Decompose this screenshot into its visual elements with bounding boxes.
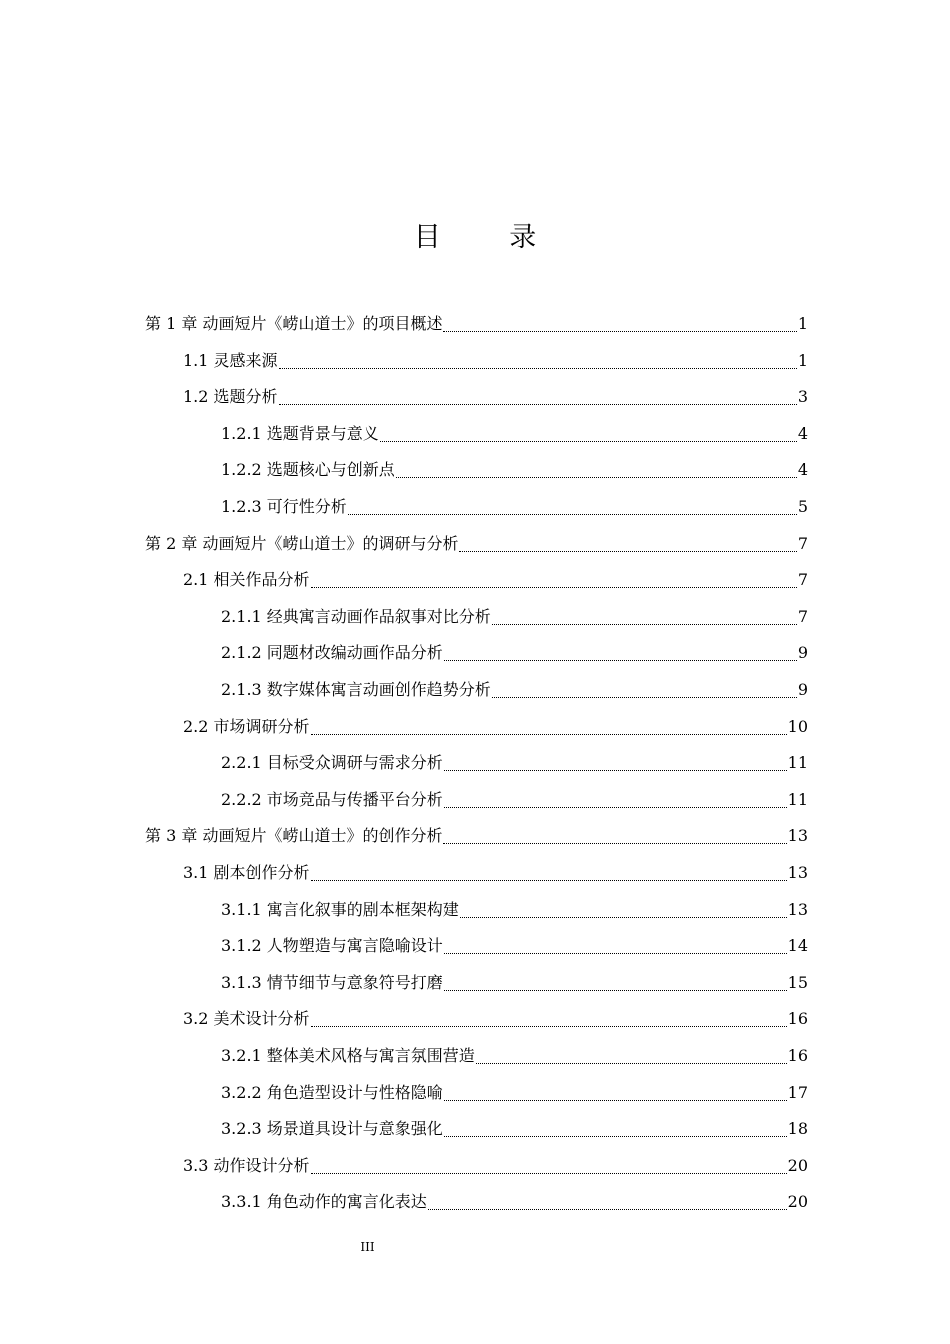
- toc-entry[interactable]: [183, 855, 808, 891]
- toc-entry[interactable]: [183, 379, 808, 415]
- toc-entry[interactable]: [221, 416, 808, 452]
- toc-entry-label: 1.1 灵感来源: [183, 350, 278, 370]
- toc-entry-page-number: 11: [787, 753, 808, 773]
- toc-entry-label: 2.1 相关作品分析: [183, 570, 310, 590]
- toc-entry[interactable]: [183, 1148, 808, 1184]
- toc-entry-label: 2.2.1 目标受众调研与需求分析: [221, 753, 443, 773]
- toc-entry[interactable]: [221, 452, 808, 488]
- toc-entry[interactable]: [183, 562, 808, 598]
- toc-entry-page-number: 7: [797, 533, 808, 553]
- toc-entry-page-number: 3: [797, 387, 808, 407]
- toc-entry-page-number: 18: [787, 1119, 808, 1139]
- toc-entry-page-number: 10: [787, 716, 808, 736]
- toc-dot-leader: [444, 940, 787, 964]
- toc-entry-label: 3.3.1 角色动作的寓言化表达: [221, 1192, 427, 1212]
- toc-entry-label: 2.2 市场调研分析: [183, 716, 310, 736]
- toc-entry-page-number: 7: [797, 606, 808, 626]
- toc-entry[interactable]: [221, 745, 808, 781]
- toc-entry-page-number: 11: [787, 789, 808, 809]
- toc-entry-page-number: 4: [797, 423, 808, 443]
- toc-dot-leader: [443, 318, 796, 342]
- toc-entry-label: 第 3 章 动画短片《崂山道士》的创作分析: [145, 826, 443, 846]
- toc-entry-page-number: 17: [787, 1082, 808, 1102]
- toc-entry-label: 1.2.3 可行性分析: [221, 497, 347, 516]
- toc-dot-leader: [279, 391, 797, 415]
- toc-dot-leader: [476, 1050, 787, 1074]
- toc-dot-leader: [311, 721, 787, 745]
- toc-entry-label: 3.2.3 场景道具设计与意象强化: [221, 1119, 443, 1139]
- toc-entry-page-number: 16: [787, 1009, 808, 1029]
- toc-dot-leader: [444, 1123, 787, 1147]
- toc-entry-page-number: 20: [787, 1155, 808, 1175]
- toc-dot-leader: [444, 977, 787, 1001]
- toc-entry[interactable]: [145, 818, 808, 854]
- toc-entry-label: 1.2 选题分析: [183, 387, 278, 407]
- toc-entry-label: 3.2 美术设计分析: [183, 1009, 310, 1029]
- toc-entry-label: 第 1 章 动画短片《崂山道士》的项目概述: [145, 314, 443, 333]
- toc-entry-label: 3.1.1 寓言化叙事的剧本框架构建: [221, 899, 459, 919]
- toc-dot-leader: [311, 574, 797, 598]
- toc-entry[interactable]: [221, 1184, 808, 1220]
- toc-entry-page-number: 20: [787, 1192, 808, 1212]
- toc-entry[interactable]: [183, 1001, 808, 1037]
- toc-entry-page-number: 13: [787, 863, 808, 882]
- toc-dot-leader: [311, 1160, 787, 1184]
- toc-entry-label: 3.1.2 人物塑造与寓言隐喻设计: [221, 936, 443, 956]
- toc-entry-page-number: 9: [797, 680, 808, 699]
- toc-dot-leader: [444, 757, 787, 781]
- toc-entry-label: 2.1.2 同题材改编动画作品分析: [221, 643, 443, 663]
- toc-entry-page-number: 14: [787, 936, 808, 956]
- toc-entry[interactable]: [183, 709, 808, 745]
- toc-dot-leader: [396, 464, 797, 488]
- toc-entry-label: 3.1 剧本创作分析: [183, 863, 310, 882]
- toc-entry-label: 2.2.2 市场竞品与传播平台分析: [221, 789, 443, 809]
- toc-entry-page-number: 16: [787, 1046, 808, 1065]
- toc-entry-page-number: 13: [787, 826, 808, 846]
- toc-dot-leader: [311, 1013, 787, 1037]
- toc-dot-leader: [279, 355, 797, 379]
- toc-dot-leader: [444, 647, 797, 671]
- toc-entry-label: 3.2.1 整体美术风格与寓言氛围营造: [221, 1046, 475, 1065]
- toc-entry-page-number: 5: [797, 497, 808, 516]
- toc-entry[interactable]: [221, 672, 808, 708]
- toc-entry[interactable]: [221, 635, 808, 671]
- toc-dot-leader: [443, 830, 786, 854]
- toc-entry[interactable]: [221, 489, 808, 525]
- toc-entry-label: 第 2 章 动画短片《崂山道士》的调研与分析: [145, 533, 459, 553]
- toc-entry[interactable]: [221, 782, 808, 818]
- toc-entry[interactable]: [145, 526, 808, 562]
- toc-entry[interactable]: [183, 343, 808, 379]
- toc-entry-page-number: 13: [787, 899, 808, 919]
- toc-dot-leader: [444, 794, 787, 818]
- toc-dot-leader: [459, 538, 796, 562]
- toc-entry-label: 3.1.3 情节细节与意象符号打磨: [221, 972, 443, 992]
- toc-entry-page-number: 4: [797, 460, 808, 480]
- toc-dot-leader: [380, 428, 797, 452]
- toc-entry-page-number: 15: [787, 972, 808, 992]
- toc-entry[interactable]: [221, 965, 808, 1001]
- page-title: 目 录: [413, 222, 567, 253]
- toc-entry-page-number: 1: [797, 314, 808, 333]
- toc-entry[interactable]: [221, 928, 808, 964]
- toc-dot-leader: [444, 1087, 787, 1111]
- toc-entry-label: 2.1.1 经典寓言动画作品叙事对比分析: [221, 606, 491, 626]
- toc-entry[interactable]: [145, 306, 808, 342]
- toc-dot-leader: [460, 904, 787, 928]
- toc-entry[interactable]: [221, 1075, 808, 1111]
- toc-entry-label: 2.1.3 数字媒体寓言动画创作趋势分析: [221, 680, 491, 699]
- toc-dot-leader: [492, 611, 797, 635]
- toc-entry-label: 1.2.1 选题背景与意义: [221, 423, 379, 443]
- toc-entry[interactable]: [221, 1038, 808, 1074]
- toc-entry[interactable]: [221, 599, 808, 635]
- page-number: III: [360, 1240, 375, 1254]
- toc-dot-leader: [311, 867, 787, 891]
- toc-dot-leader: [492, 684, 797, 708]
- toc-entry-label: 3.2.2 角色造型设计与性格隐喻: [221, 1082, 443, 1102]
- toc-entry-page-number: 1: [797, 350, 808, 370]
- toc-entry[interactable]: [221, 892, 808, 928]
- toc-entry-page-number: 7: [797, 570, 808, 590]
- toc-dot-leader: [428, 1196, 787, 1220]
- toc-entry[interactable]: [221, 1111, 808, 1147]
- toc-entry-page-number: 9: [797, 643, 808, 663]
- toc-entry-label: 1.2.2 选题核心与创新点: [221, 460, 395, 480]
- toc-entry-label: 3.3 动作设计分析: [183, 1155, 310, 1175]
- toc-dot-leader: [348, 501, 797, 525]
